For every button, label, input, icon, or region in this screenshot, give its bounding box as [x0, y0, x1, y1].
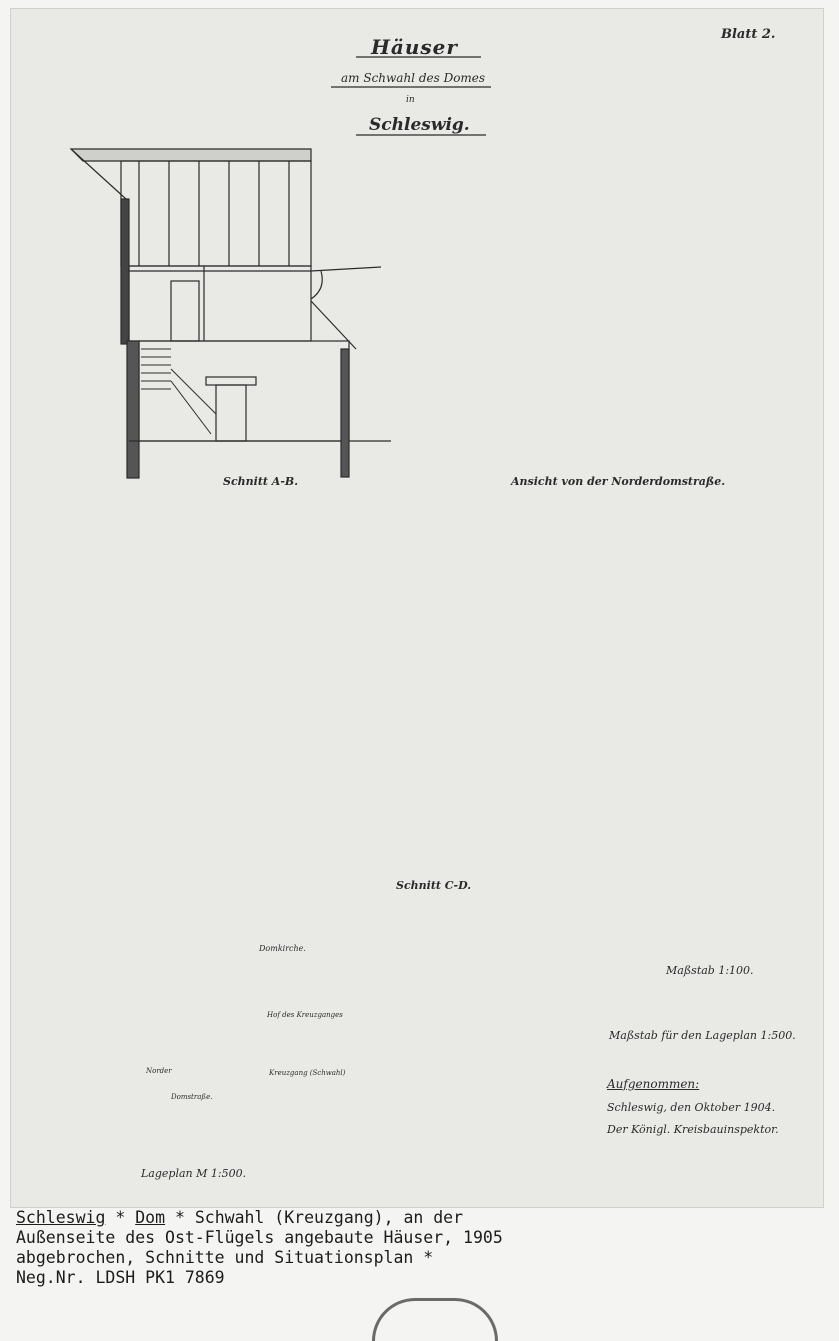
drawing-city: Schleswig. — [369, 115, 470, 135]
surveyed-place-date: Schleswig, den Oktober 1904. — [607, 1101, 776, 1114]
label-elevation: Ansicht von der Norderdomstraße. — [511, 475, 726, 488]
caption-building: Dom — [135, 1208, 166, 1227]
label-section-cd: Schnitt C-D. — [396, 879, 472, 892]
architectural-drawings — [11, 9, 823, 1207]
surveyed-inspector: Der Königl. Kreisbauinspektor. — [607, 1123, 779, 1136]
label-cloister: Kreuzgang (Schwahl) — [269, 1069, 346, 1077]
label-street-dom: Domstraße. — [171, 1093, 213, 1101]
caption-line-1 — [16, 1208, 826, 1228]
label-cathedral: Domkirche. — [259, 944, 306, 953]
caption-sep: * — [105, 1208, 136, 1227]
caption-line-4: Neg.Nr. LDSH PK1 7869 — [16, 1268, 225, 1287]
scale-label-1: Maßstab 1:100. — [666, 964, 754, 977]
drawing-subtitle: am Schwahl des Domes — [341, 71, 486, 85]
label-section-ab: Schnitt A-B. — [223, 475, 299, 488]
caption-place: Schleswig — [16, 1208, 106, 1227]
caption-line-3: abgebrochen, Schnitte und Situationsplan * — [16, 1248, 434, 1267]
sheet-number: Blatt 2. — [721, 27, 776, 42]
archive-stamp — [372, 1298, 498, 1341]
caption-rest: * Schwahl (Kreuzgang), an der — [165, 1208, 464, 1227]
drawing-title: Häuser — [371, 35, 458, 59]
archive-caption — [16, 1208, 826, 1288]
drawing-subtitle-in: in — [406, 95, 415, 105]
section-ab-drawing — [71, 149, 391, 478]
surveyed-heading: Aufgenommen: — [607, 1077, 700, 1091]
label-courtyard: Hof des Kreuzganges — [267, 1011, 343, 1019]
label-site-plan: Lageplan M 1:500. — [141, 1167, 247, 1180]
caption-line-2: Außenseite des Ost-Flügels angebaute Häuser, 1905 — [16, 1228, 503, 1247]
label-street-norder: Norder — [146, 1067, 172, 1075]
drawing-sheet — [10, 8, 824, 1208]
scale-label-2: Maßstab für den Lageplan 1:500. — [609, 1029, 796, 1042]
